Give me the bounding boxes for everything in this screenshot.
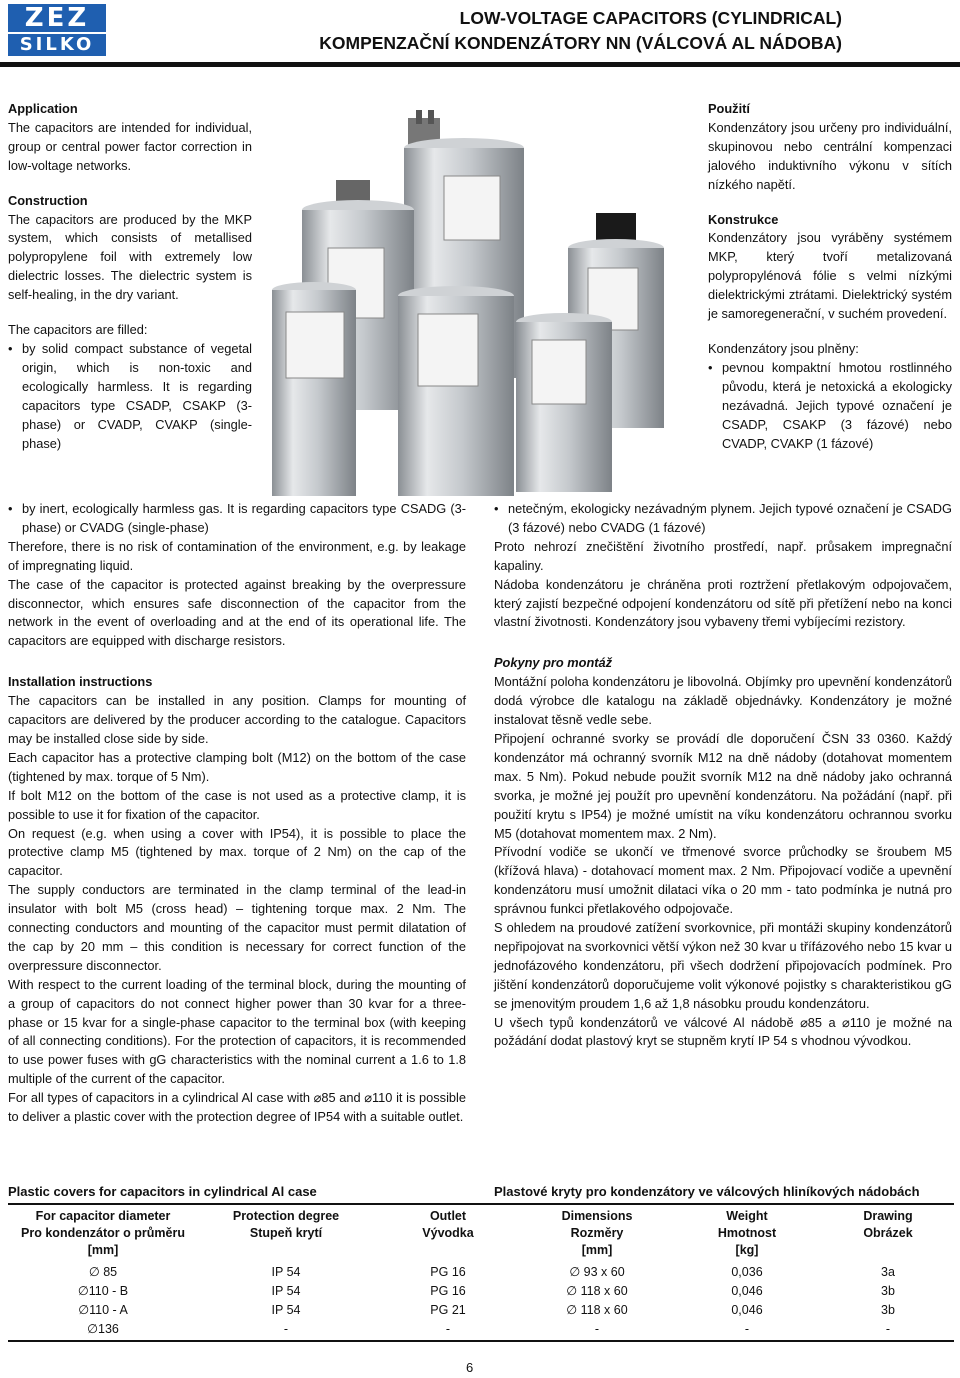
- page-title-en: LOW-VOLTAGE CAPACITORS (CYLINDRICAL): [459, 8, 842, 28]
- cz-filled-intro: Kondenzátory jsou plněny:: [708, 340, 859, 356]
- table-top-rule: [8, 1203, 954, 1209]
- cz-main-column: [494, 500, 952, 1051]
- cz-bullet-1: • pevnou kompaktní hmotou rostlinného původu, která je netoxická a ekologicky nezávadná. Jejich typové označení je CSADP, CSAKP (3 fázové) nebo CVADP, CVAKP (1 fázové): [708, 359, 952, 454]
- en-install-p7: For all types of capacitors in a cylindrical Al case with ⌀85 and ⌀110 it is possible to deliver a plastic cover with the protection degree of IP54 with a suitable outlet.: [8, 1090, 466, 1125]
- en-covers-title: Plastic covers for capacitors in cylindrical Al case: [8, 1184, 317, 1199]
- cz-construction-title: Konstrukce: [708, 211, 779, 227]
- en-bullet-1: • by solid compact substance of vegetal origin, which is non-toxic and ecologically harmless. It is regarding capacitors type CSADP, CSAKP (3-phase) or CVADP, CVAKP (single-phase): [8, 340, 252, 453]
- en-install-p3: If bolt M12 on the bottom of the case is not used as a protective clamp, it is possible to use it for fixation of the capacitor.: [8, 787, 466, 822]
- en-construction-text: The capacitors are produced by the MKP system, which consists of metallised polypropylene foil with extremely low dielectric losses. The dielectric system is self-healing, in the dry variant.: [8, 211, 252, 303]
- capacitor-front-left: [272, 282, 356, 496]
- en-filled-intro: The capacitors are filled:: [8, 322, 148, 338]
- cz-install-p2: Připojení ochranné svorky se provádí dle doporučení ČSN 33 0360. Každý kondenzátor má ochranný svorník M12 na dně nádoby (dotahovat momentem max. 5 Nm). Pokud nebude použit svorník M12 na dně nádoby jako ochranná svorka, je možné jej použít pro upevnění kondenzátoru. Na požádání (např. při použití krytu s IP54) je možné umístit na víku kondenzátoru ochrannou svorku M5 (dotahovat momentem max. 2 Nm).: [494, 730, 952, 841]
- capacitors-illustration: [266, 108, 708, 506]
- en-construction-title: Construction: [8, 192, 88, 208]
- th-protection: Protection degree Stupeň krytí: [232, 1209, 340, 1240]
- cz-install-p1: Montážní poloha kondenzátoru je libovolná. Objímky pro upevnění kondenzátorů dodá výrobce dle katalogu na základě objednávky. Kondenzátory je možné instalovat těsně vedle sebe.: [494, 674, 952, 728]
- th-dimensions: Dimensions Rozměry [mm]: [561, 1209, 633, 1257]
- en-install-p1: The capacitors can be installed in any position. Clamps for mounting of capacitors are delivered by the producer according to the catalogue. Capacitors may be installed close side by side.: [8, 693, 466, 746]
- cz-bullet-2: • netečným, ekologicky nezávadným plynem. Jejich typové označení je CSADG (3 fázové) nebo CVADG (1 fázové): [494, 500, 952, 538]
- cz-therefore: Proto nehrozí znečištění životního prostředí, např. průsakem impregnační kapaliny.: [494, 538, 952, 573]
- en-bullet-2: • by inert, ecologically harmless gas. It is regarding capacitors type CSADG (3-phase) or CVADG (single-phase): [8, 500, 466, 538]
- en-install-p5: The supply conductors are terminated in the clamp terminal of the lead-in insulator with bolt M5 (cross head) – tightening torque max. 2 Nm. The connecting conductors and mounting of the capacitor must permit dilatation of the cap by 20 mm – this condition is necessary for correct function of the overpressure disconnector.: [8, 882, 466, 973]
- th-diameter: For capacitor diameter Pro kondenzátor o průměru [mm]: [21, 1209, 185, 1257]
- cz-application-text: Kondenzátory jsou určeny pro individuální, skupinovou nebo centrální kompenzaci jalového induktivního výkonu v sítích nízkého napětí.: [708, 119, 952, 192]
- table-row: ∅110 - B IP 54 PG 16 ∅ 118 x 60 0,046 3b: [77, 1284, 895, 1298]
- table-row: ∅ 85 IP 54 PG 16 ∅ 93 x 60 0,036 3a: [88, 1265, 895, 1279]
- en-install-title: Installation instructions: [8, 674, 153, 690]
- en-case-text: The case of the capacitor is protected against breaking by the overpressure disconnector, which ensures safe disconnection of the capacitor from the network in the event of overloading and at the end of its operational life. The capacitors are equipped with discharge resistors.: [8, 576, 466, 649]
- cz-install-p3: Přívodní vodiče se ukončí ve třmenové svorce průchodky se šroubem M5 (křížová hlava) - dotahovací moment max. 2 Nm. Připojovací vodiče a upevnění kondenzátoru musí umožnit dilataci víka o 20 mm - tato podmínka je nutná pro správnou funkci přetlakového odpojovače.: [494, 844, 952, 917]
- capacitors-photo: [266, 108, 708, 506]
- cz-install-p4: S ohledem na proudové zatížení svorkovnice, při montáži skupiny kondenzátorů nepřipojovat na svorkovnici větší výkon než 30 kvar u třífázového nebo 15 kvar u jednofázového kondenzátoru, při všech dodržení připojovacích podmínek. Pro jištění kondenzátorů doporučujeme volit výkonové pojistky s charakteristikou gG se jmenovitým proudem 1,6 až 1,8 násobku proudu kondenzátoru.: [494, 920, 952, 1011]
- table-row: ∅136 - - - - -: [87, 1322, 891, 1336]
- en-intro-column: [8, 100, 252, 453]
- page-number: 6: [466, 1360, 474, 1375]
- capacitor-front-center: [398, 286, 514, 496]
- logo-bottom: SILKO: [8, 34, 106, 56]
- cz-install-p5: U všech typů kondenzátorů ve válcové Al nádobě ⌀85 a ⌀110 je možné na požádání dodat plastový kryt se stupněm krytí IP 54 s vhodnou vývodkou.: [494, 1014, 952, 1049]
- en-install-p4: On request (e.g. when using a cover with IP54), it is possible to place the protective clamp M5 (tightened by max. torque of 2 Nm) on the cap of the capacitor.: [8, 825, 466, 879]
- capacitor-front-right: [516, 313, 612, 492]
- table-row: ∅110 - A IP 54 PG 21 ∅ 118 x 60 0,046 3b: [78, 1303, 895, 1317]
- cz-application-title: Použití: [708, 101, 750, 116]
- en-install-p6: With respect to the current loading of the terminal block, during the mounting of a group of capacitors do not connect higher power than 30 kvar for a three-phase or 15 kvar for a single-phase capacitor to the terminal box (with keeping of all connecting conditions). For the protection of capacitors, it is recommended to use power fuses with gG characteristics with the nominal current a 1.6 to 1.8 multiple of the current of the capacitor.: [8, 976, 466, 1087]
- logo-top: ZEZ: [8, 4, 106, 32]
- table-header-row: [8, 1205, 954, 1263]
- cz-case-text: Nádoba kondenzátoru je chráněna proti roztržení přetlakovým odpojovačem, který zajistí bezpečné odpojení kondenzátoru od sítě při přetížení nebo na konci vlastní životnosti. Kondenzátory jsou vybaveny třemi vybíjecími rezistory.: [494, 576, 952, 630]
- covers-table: [8, 1205, 954, 1339]
- table-bottom-rule: [8, 1339, 954, 1343]
- company-logo: [8, 4, 106, 56]
- cz-install-title: Pokyny pro montáž: [494, 655, 613, 671]
- en-application-title: Application: [8, 101, 78, 116]
- th-drawing: Drawing Obrázek: [863, 1209, 913, 1240]
- en-install-p2: Each capacitor has a protective clamping bolt (M12) on the bottom of the case (tightened by max. torque of 5 Nm).: [8, 749, 466, 784]
- en-therefore: Therefore, there is no risk of contamination of the environment, e.g. by leakage of impregnating liquid.: [8, 538, 466, 573]
- en-main-column: [8, 500, 466, 1127]
- page-title-cz: KOMPENZAČNÍ KONDENZÁTORY NN (VÁLCOVÁ AL NÁDOBA): [319, 33, 842, 53]
- cz-covers-title: Plastové kryty pro kondenzátory ve válcových hliníkových nádobách: [494, 1184, 920, 1199]
- covers-table-wrap: [8, 1203, 954, 1343]
- cz-construction-text: Kondenzátory jsou vyráběny systémem MKP, který tvoří metalizovaná polypropylénová fólie s velmi nízkými dielektrickými ztrátami. Dielektrický systém je samoregenerační, v suchém provedení.: [708, 230, 952, 322]
- en-application-text: The capacitors are intended for individual, group or central power factor correction in low-voltage networks.: [8, 119, 252, 173]
- cz-intro-column: [708, 100, 952, 453]
- header-rule: [0, 62, 960, 67]
- th-outlet: Outlet Vývodka: [422, 1209, 474, 1240]
- th-weight: Weight Hmotnost [kg]: [717, 1209, 777, 1257]
